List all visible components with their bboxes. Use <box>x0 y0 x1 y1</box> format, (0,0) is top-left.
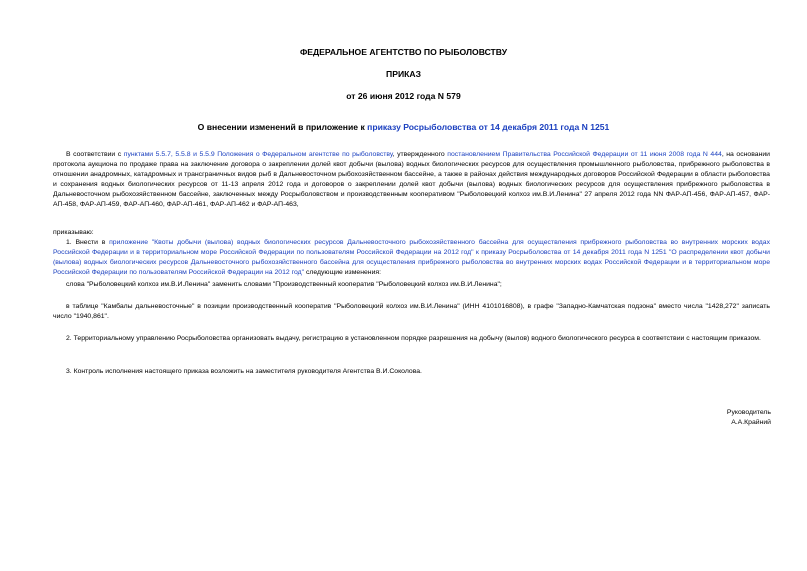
item-2-paragraph: 2. Территориальному управлению Росрыболовства организовать выдачу, регистрацию в установленном порядке разрешения на добычу (вылов) водного биологического ресурса в соответствии с настоящим приказом. <box>66 335 761 342</box>
replace-words-paragraph: слова "Рыболовецкий колхоз им.В.И.Ленина" заменить словами "Производственный кооператив "Рыболовецкий колхоз им.В.И.Ленина"; <box>66 281 502 288</box>
document-title <box>0 122 807 132</box>
appendix-link[interactable]: приложение "Квоты добычи (вылова) водных биологических ресурсов Дальневосточного рыбохозяйственного бассейна для осуществления прибрежного рыболовства во внутренних морских водах Российской Федерации и в территориальном море Российской Федерации по пользователям Российской Федерации на 2012 год" к приказу Росрыболовства от 14 декабря 2011 года N 1251 "О распределении квот добычи (вылова) водных биологических ресурсов Дальневосточного рыбохозяйственного бассейна для осуществления прибрежного рыболовства во внутренних морских водах Российской Федерации и в территориальном море Российской Федерации по пользователям Российской Федерации на 2012 год" <box>53 239 770 277</box>
preamble-paragraph <box>53 150 770 210</box>
item-3-paragraph: 3. Контроль исполнения настоящего приказа возложить на заместителя руководителя Агентства В.И.Соколова. <box>66 368 422 375</box>
signature-name: А.А.Крайний <box>731 419 771 426</box>
item-1-text-b: следующие изменения: <box>304 269 381 277</box>
doc-type-heading: ПРИКАЗ <box>386 69 421 79</box>
date-line: от 26 июня 2012 года N 579 <box>346 91 461 101</box>
table-change-paragraph: в таблице "Камбалы дальневосточные" в позиции производственный кооператив "Рыболовецкий колхоз им.В.И.Ленина" (ИНН 4101016808), в графе "Западно-Камчатская подзона" вместо числа "1428,272" записать число "1940,861". <box>53 303 770 321</box>
government-decree-link[interactable]: постановлением Правительства Российской Федерации от 11 июня 2008 года N 444 <box>447 151 722 158</box>
order-word: приказываю: <box>53 229 94 236</box>
item-1-paragraph <box>53 238 770 278</box>
agency-heading: ФЕДЕРАЛЬНОЕ АГЕНТСТВО ПО РЫБОЛОВСТВУ <box>299 47 508 57</box>
regulation-link[interactable]: пунктами 5.5.7, 5.5.8 и 5.5.9 Положения о Федеральном агентстве по рыболовству <box>123 151 393 158</box>
preamble-text-c: , на основании протокола аукциона по продаже права на заключение договора о закреплении долей квот добычи (вылова) водных биологических ресурсов для осуществления промышленного рыболовства, прибрежного рыболовства в отношении анадромных, катадромных и трансграничных видов рыб в Дальневосточном рыбохозяйственном бассейне, а также в районах действия международных договоров Российской Федерации в области рыболовства и сохранения водных биологических ресурсов от 11-13 апреля 2012 года и договоров о закреплении долей квот добычи (вылова) водных биологических ресурсов для осуществления прибрежного рыболовства в Дальневосточном рыбохозяйственном бассейне, заключенных между Росрыболовством и производственным кооперативом "Рыболовецкий колхоз им.В.И.Ленина" 27 апреля 2012 года NN ФАР-АП-456, ФАР-АП-457, ФАР-АП-458, ФАР-АП-459, ФАР-АП-460, ФАР-АП-461, ФАР-АП-462 и ФАР-АП-463, <box>53 151 771 209</box>
item-1-text-a: 1. Внести в <box>66 239 110 246</box>
preamble-text-a: В соответствии с <box>66 151 124 158</box>
title-link[interactable]: приказу Росрыболовства от 14 декабря 2011 года N 1251 <box>367 122 610 132</box>
title-prefix: О внесении изменений в приложение к <box>197 122 368 132</box>
signature-block <box>727 408 771 428</box>
signature-position: Руководитель <box>726 409 771 416</box>
preamble-text-b: , утвержденного <box>392 151 448 158</box>
